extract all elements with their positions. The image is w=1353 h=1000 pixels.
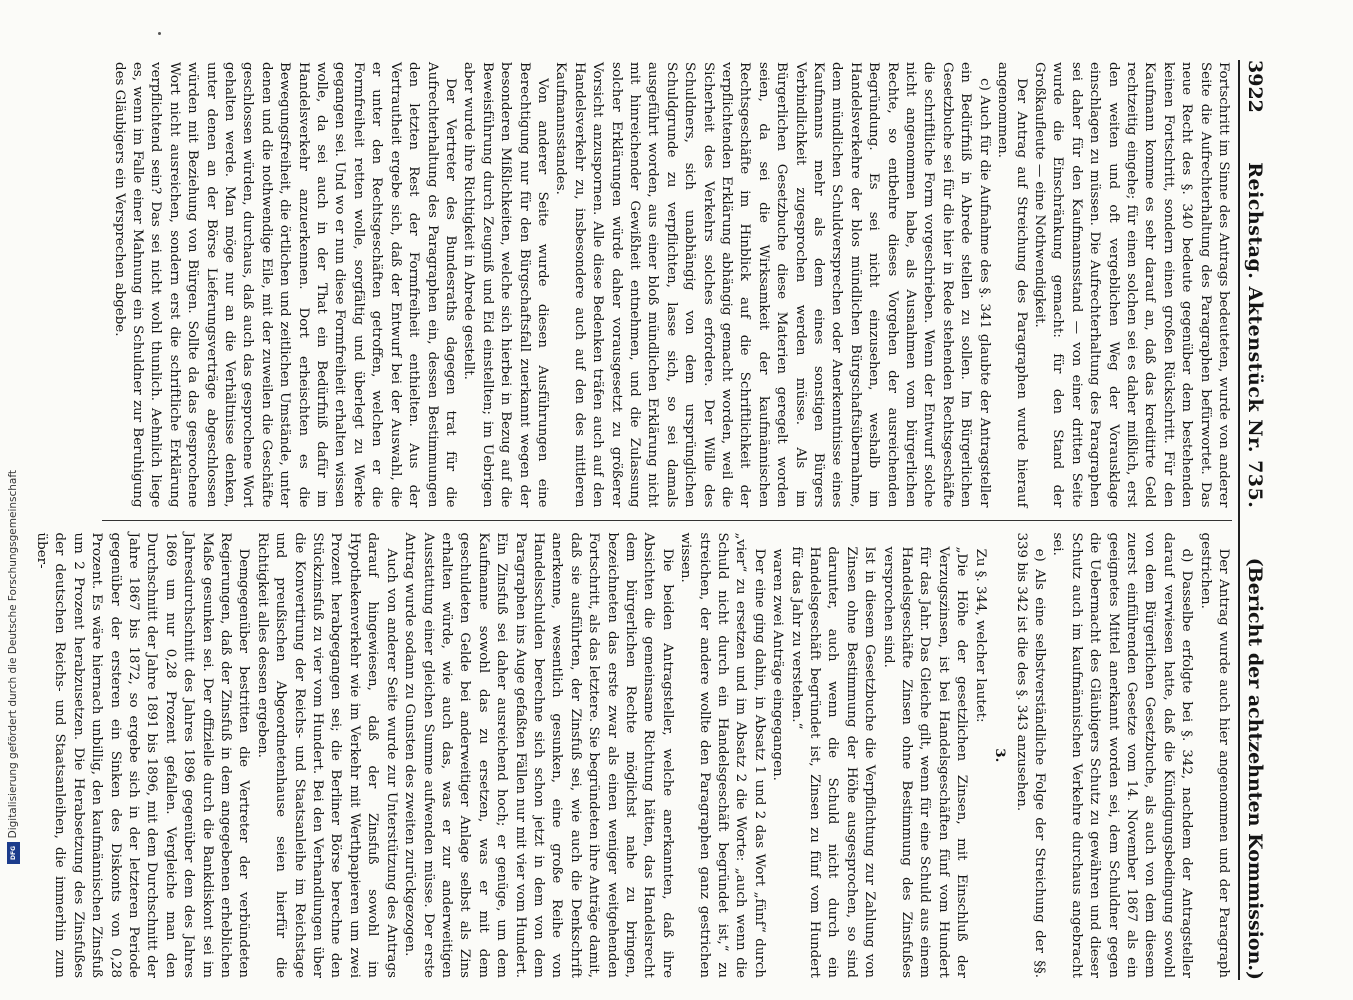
section-number: 3.	[992, 748, 1009, 763]
page-title: Reichstag. Aktenstück Nr. 735.	[1244, 162, 1266, 509]
paragraph: „Die Höhe der gesetzlichen Zinsen, mit Einschluß der Verzugszinsen, ist bei Handelsgeschäften fünf vom Hundert für das Jahr. Das Gleiche gilt, wenn für eine Schuld aus einem Handelsgeschäfte Zinsen ohne Bestimmung des Zinsfußes versprochen sind.	[880, 546, 970, 978]
paragraph: d) Dasselbe erfolgte bei §. 342, nachdem der Antragsteller darauf verwiesen hatte, daß die Kündigungsbedingung sowohl von dem Bürgerlichen Gesetzbuche, als auch von dem diesem zuerst einführenden Gesetze vom 14. November 1867 als ein geeignetes Mittel anerkannt worden sei, dem Schuldner gegen die Uebermacht des Gläubigers Schutz zu gewähren und dieser Schutz auch im kaufmännischen Verkehre durchaus angebracht sei.	[1050, 532, 1195, 978]
paragraph: Der Antrag wurde auch hier angenommen und der Paragraph gestrichen.	[1197, 532, 1231, 978]
paragraph: Auch von anderer Seite wurde zur Unterstützung des Antrags darauf hingewiesen, daß der Zinsfuß sowohl im Hypothekenverkehr wie im Verkehr mit Werthpapieren um zwei Prozent herabgegangen sei; die Berliner Börse berechne den Stückzinsfuß zu vier vom Hundert. Bei den Verhandlungen über die Konvertirung der Reichs- und Staatsanleihe im Reichstage und preußischen Abgeordnetenhause seien hierfür die Richtigkeit alles dessen ergeben.	[254, 532, 399, 978]
credit-text: Digitalisierung gefördert durch die Deutsche Forschungsgemeinschaft	[7, 470, 19, 839]
paragraph: Der Antrag auf Streichung des Paragraphen wurde hierauf angenommen.	[995, 62, 1029, 508]
paragraph: Fortschritt im Sinne des Antrags bedeuteten, wurde von anderer Seite die Aufrechterhaltung des Paragraphen befürwortet. Das neue Recht des §. 340 bedeute gegenüber dem bestehenden keinen Fortschritt, sondern einen großen Rückschritt. Für den Kaufmann komme es sehr darauf an, daß das kreditirte Geld rechtzeitig eingehe; für einen solchen sei es daher mißlich, erst den weiten und oft vergeblichen Weg der Vorausklage einschlagen zu müssen. Die Aufrechterhaltung des Paragraphen sei daher für den Kaufmannsstand — von einer dritten Seite wurde die Einschränkung gemacht: für den Stand der Großkaufleute — eine Nothwendigkeit.	[1031, 62, 1231, 508]
paragraph: Zu §. 344, welcher lautet:	[972, 548, 988, 723]
paragraph: c) Auch für die Aufnahme des §. 341 glaubte der Antragsteller ein Bedürfniß in Abrede stellen zu sollen. Im Bürgerlichen Gesetzbuche sei für die hier in Rede stehenden Rechtsgeschäfte die schriftliche Form vorgeschrieben. Wenn der Entwurf solche nicht angenommen habe, als Ausnahmen vom bürgerlichen Rechte, so entbehre dieses Vorgehen der ausreichenden Begründung. Es sei nicht einzusehen, weshalb im Handelsverkehre der blos mündlichen Bürgschaftsübernahme, dem mündlichen Schuldversprechen oder Anerkenntnisse eines Kaufmanns mehr als dem eines sonstigen Bürgers Verbindlichkeit zugesprochen werden müsse. Als im Bürgerlichen Gesetzbuche diese Materien geregelt worden seien, da sei die Wirksamkeit der kaufmännischen Rechtsgeschäfte im Hinblick auf die Schriftlichkeit der verpflichtenden Erklärung abhängig gemacht worden, weil die Sicherheit des Verkehrs solches erfordere. Der Wille des Schuldners, sich unabhängig von dem ursprünglichen Schuldgrunde zu verpflichten, lasse sich, so sei damals ausgeführt worden, aus einer bloß mündlichen Erklärung nicht mit hinreichender Gewißheit entnehmen, und die Zulassung solcher Erklärungen würde daher vorausgesetzt zu größerer Vorsicht anzuspornen. Alle diese Bedenken träfen auch auf den Handelsverkehr zu, insbesondere auch auf den des mittleren Kaufmannsstandes.	[553, 62, 992, 508]
digitization-credit	[6, 470, 20, 995]
dfg-logo-icon: DFG	[7, 842, 20, 864]
paragraph: Die beiden Antragsteller, welche anerkannten, daß ihre Absichten die gemeinsame Richtung hätten, das Handelsrecht dem bürgerlichen Rechte möglichst nahe zu bringen, bezeichneten das erste zwar als einen weniger weitgehenden Fortschritt, als das letztere. Sie begründeten ihre Anträge damit, daß sie ausführten, der Zinsfuß sei, wie auch die Denkschrift anerkenne, wesentlich gesunken, eine große Reihe von Handelsschulden berechne sich schon jetzt in dem von dem Paragraphen ins Auge gefaßten Fällen nur mit vier vom Hundert. Ein Zinsfuß sei daher ausreichend hoch; er genüge, um dem Kaufmanne sowohl das zu ersetzen, was er mit dem geschuldeten Gelde bei anderweitiger Anlage selbst als Zins erhalten würde, wie auch das, was er zur anderweitigen Ausstattung einer gleichen Summe aufwenden müsse. Der erste Antrag wurde sodann zu Gunsten des zweiten zurückgezogen.	[402, 532, 675, 978]
text-columns	[34, 60, 1232, 980]
paragraph: Ist in diesem Gesetzbuche die Verpflichtung zur Zahlung von Zinsen ohne Bestimmung der Höhe ausgesprochen, so sind darunter, auch wenn die Schuld nicht durch ein Handelsgeschäft begründet ist, Zinsen zu fünf vom Hundert für das Jahr zu verstehen.“	[788, 546, 878, 978]
paragraph: Demgegenüber bestritten die Vertreter der verbündeten Regierungen, daß der Zinsfuß in dem angegebenen erheblichen Maße gesunken sei. Der offizielle durch die Bankdiskont sei im Jahresdurchschnitt des Jahres 1896 gegenüber dem des Jahres 1869 um nur 0,28 Prozent gefallen. Vergleiche man den Durchschnitt der Jahre 1891 bis 1896, mit dem Durchschnitt der Jahre 1867 bis 1872, so ergebe sich in der letzteren Periode gegenüber der ersteren ein Sinken des Diskonts von 0,28 Prozent. Es wäre hiernach unbillig, den kaufmännischen Zinsfuß um 2 Prozent herabzusetzen. Die Herabsetzung des Zinsfußes der deutschen Reichs- und Staatsanleihen, die immerhin zum über-	[34, 532, 252, 978]
paragraph: Von anderer Seite wurde diesen Ausführungen eine Berechtigung nur für den Bürgschaftsfall zuerkannt wegen der besonderen Mißlichkeiten, welche sich hierbei in Bezug auf die Beweisführung durch Zeugniß und Eid einstellten; im Uebrigen aber wurde ihre Richtigkeit in Abrede gestellt.	[461, 62, 550, 508]
left-column	[102, 60, 1232, 521]
paragraph: Der Vertreter des Bundesraths dagegen trat für die Aufrechterhaltung des Paragraphen ein, dessen Bestimmungen den letzten Rest der Formfreiheit enthielten. Aus der Vertrautheit ergebe sich, daß der Entwurf bei der Auswahl, die er unter den Rechtsgeschäften getroffen, welchen er die Formfreiheit retten wolle, sorgfältig und überlegt zu Werke gegangen sei. Und wo er nun diese Formfreiheit erhalten wissen wolle, da sei auch in der That ein Bedürfniß dafür im Handelsverkehr anzuerkennen. Dort erheischten es die Bewegungsfreiheit, die örtlichen und zeitlichen Umstände, unter denen und die nothwendige Eile, mit der zuweilen die Geschäfte geschlossen würden, durchaus, daß auch das gesprochene Wort gehalten werde. Man möge nur an die Verhältnisse denken, unter denen an der Börse Lieferungsverträge abgeschlossen würden mit Beziehung von Bürgen. Sollte da das gesprochene Wort nicht ausreichen, sondern erst die schriftliche Erklärung verpflichtend sein? Das sei nicht wohl thunlich. Aehnlich liege es, wenn im Falle einer Mahnung ein Schuldner zur Beruhigung des Gläubigers ein Versprechen abgebe.	[111, 62, 458, 508]
right-column	[34, 521, 1232, 981]
page-subtitle: (Bericht der achtzehnten Kommission.)	[1244, 557, 1266, 980]
running-head	[1238, 60, 1266, 980]
document-page	[34, 40, 1280, 1000]
page-number: 3922	[1244, 60, 1266, 113]
paragraph: Der eine ging dahin, in Absatz 1 und 2 das Wort „fünf“ durch „vier“ zu ersetzen und im Absatz 2 die Worte: „auch wenn die Schuld nicht durch ein Handelsgeschäft begründet ist,“ zu streichen, der andere wollte den Paragraphen ganz gestrichen wissen.	[678, 532, 767, 978]
page-content	[34, 40, 1280, 1000]
paragraph: e) Als eine selbstverständliche Folge der Streichung der §§. 339 bis 342 ist die des §. 343 anzusehen.	[1013, 532, 1047, 978]
scan-speck	[158, 32, 161, 35]
paragraph: waren zwei Anträge eingegangen.	[770, 548, 786, 781]
